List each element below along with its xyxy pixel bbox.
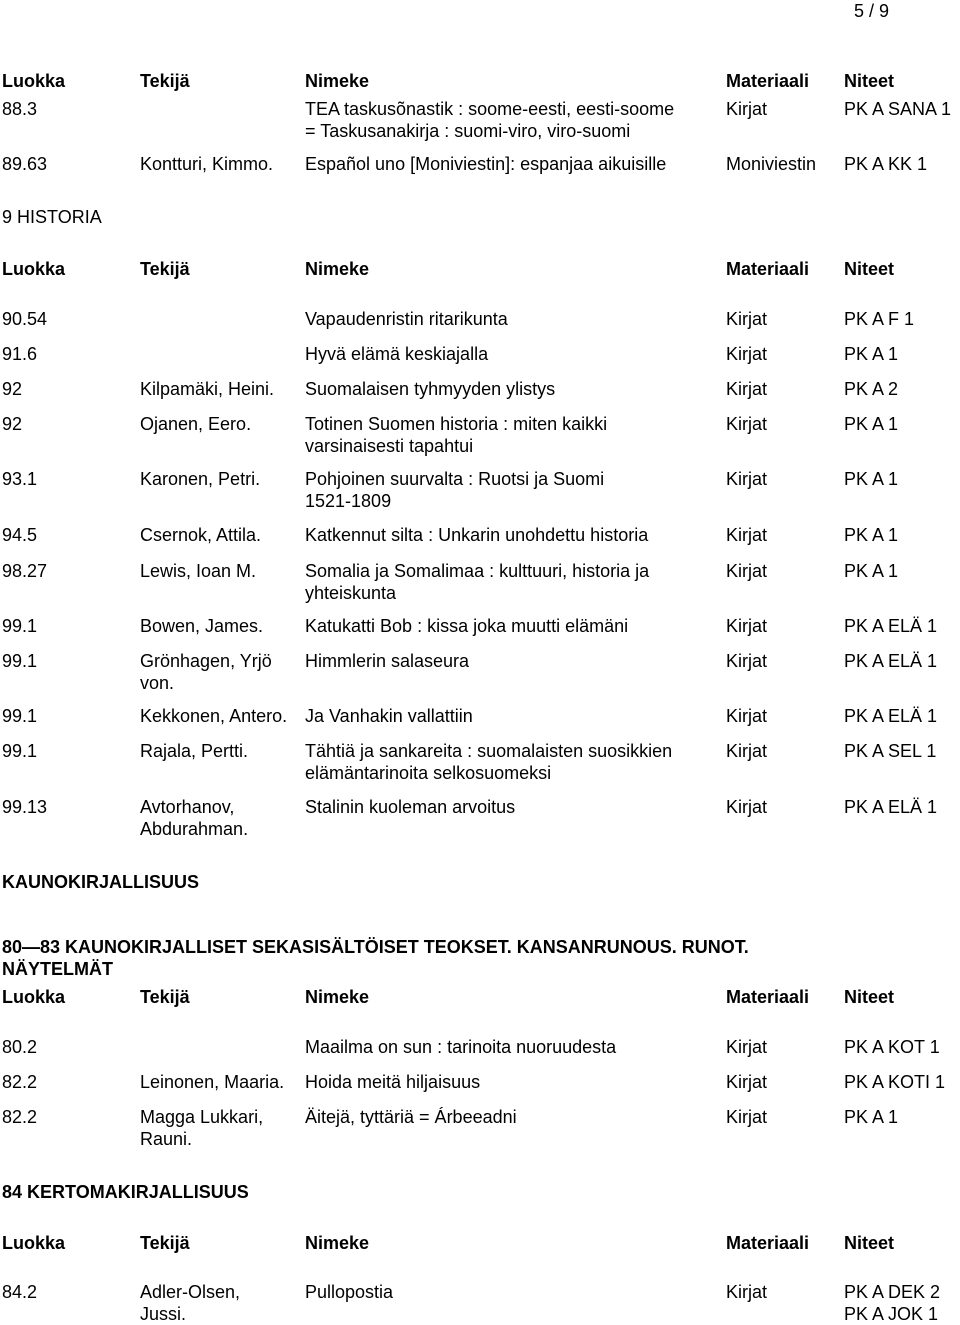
text-line: Rauni.	[140, 1129, 193, 1149]
section-title: 84 KERTOMAKIRJALLISUUS	[2, 1182, 249, 1202]
nimeke-cell	[305, 378, 720, 400]
text-line: Leinonen, Maaria.	[140, 1072, 285, 1092]
niteet-cell	[844, 98, 960, 120]
materiaali-cell: Kirjat	[726, 616, 768, 636]
tekija-cell	[140, 560, 298, 582]
text-line: yhteiskunta	[305, 583, 397, 603]
luokka-cell: 90.54	[2, 309, 48, 329]
text-line: Vapaudenristin ritarikunta	[305, 309, 508, 329]
text-line: PK A KOTI 1	[844, 1072, 946, 1092]
text-line: Pullopostia	[305, 1282, 394, 1302]
text-line: Bowen, James.	[140, 616, 264, 636]
text-line: Äitejä, tyttäriä = Árbeeadni	[305, 1107, 517, 1127]
niteet-cell	[844, 413, 960, 435]
niteet-cell	[844, 615, 960, 637]
text-line: PK A 1	[844, 525, 899, 545]
tekija-cell	[140, 468, 298, 490]
text-line: PK A SEL 1	[844, 741, 937, 761]
header-tekija: Tekijä	[140, 987, 190, 1007]
niteet-cell	[844, 468, 960, 490]
luokka-cell: 99.1	[2, 706, 38, 726]
text-line: Ja Vanhakin vallattiin	[305, 706, 473, 726]
tekija-cell	[140, 153, 298, 175]
tekija-cell	[140, 524, 298, 546]
nimeke-cell	[305, 705, 720, 727]
niteet-cell	[844, 378, 960, 400]
materiaali-cell: Kirjat	[726, 1037, 768, 1057]
luokka-cell: 92	[2, 414, 23, 434]
luokka-cell: 92	[2, 379, 23, 399]
text-line: Katukatti Bob : kissa joka muutti elämäni	[305, 616, 629, 636]
section-title: 9 HISTORIA	[2, 207, 102, 227]
nimeke-cell	[305, 308, 720, 330]
tekija-cell	[140, 615, 298, 637]
materiaali-cell: Kirjat	[726, 651, 768, 671]
header-nimeke: Nimeke	[305, 1233, 370, 1253]
niteet-cell	[844, 1036, 960, 1058]
header-luokka: Luokka	[2, 987, 66, 1007]
tekija-cell	[140, 378, 298, 400]
page-number: 5 / 9	[854, 1, 890, 21]
header-nimeke: Nimeke	[305, 71, 370, 91]
text-line: PK A 1	[844, 344, 899, 364]
text-line: Lewis, Ioan M.	[140, 561, 257, 581]
header-materiaali: Materiaali	[726, 259, 810, 279]
text-line: Himmlerin salaseura	[305, 651, 470, 671]
niteet-cell	[844, 796, 960, 818]
text-line: Grönhagen, Yrjö	[140, 651, 272, 671]
niteet-cell	[844, 1281, 960, 1325]
materiaali-cell: Kirjat	[726, 309, 768, 329]
header-niteet: Niteet	[844, 1233, 895, 1253]
header-nimeke: Nimeke	[305, 987, 370, 1007]
luokka-cell: 91.6	[2, 344, 38, 364]
text-line: Suomalaisen tyhmyyden ylistys	[305, 379, 556, 399]
tekija-cell	[140, 1071, 298, 1093]
text-line: Somalia ja Somalimaa : kulttuuri, historia ja	[305, 561, 650, 581]
nimeke-cell	[305, 1106, 720, 1128]
materiaali-cell: Kirjat	[726, 741, 768, 761]
nimeke-cell	[305, 1071, 720, 1093]
text-line: PK A 1	[844, 414, 899, 434]
niteet-cell	[844, 560, 960, 582]
text-line: PK A 1	[844, 1107, 899, 1127]
text-line: Totinen Suomen historia : miten kaikki	[305, 414, 608, 434]
luokka-cell: 99.1	[2, 616, 38, 636]
text-line: PK A ELÄ 1	[844, 706, 938, 726]
materiaali-cell: Kirjat	[726, 561, 768, 581]
header-nimeke: Nimeke	[305, 259, 370, 279]
nimeke-cell	[305, 468, 720, 512]
materiaali-cell: Kirjat	[726, 1107, 768, 1127]
text-line: Katkennut silta : Unkarin unohdettu historia	[305, 525, 649, 545]
header-materiaali: Materiaali	[726, 987, 810, 1007]
text-line: Español uno [Moniviestin]: espanjaa aikuisille	[305, 154, 667, 174]
materiaali-cell: Kirjat	[726, 414, 768, 434]
text-line: Rajala, Pertti.	[140, 741, 249, 761]
luokka-cell: 94.5	[2, 525, 38, 545]
section-subtitle	[2, 936, 749, 980]
luokka-cell: 99.1	[2, 741, 38, 761]
header-tekija: Tekijä	[140, 1233, 190, 1253]
niteet-cell	[844, 1071, 960, 1093]
text-line: PK A F 1	[844, 309, 915, 329]
niteet-cell	[844, 650, 960, 672]
header-luokka: Luokka	[2, 259, 66, 279]
text-line: Stalinin kuoleman arvoitus	[305, 797, 516, 817]
text-line: Maailma on sun : tarinoita nuoruudesta	[305, 1037, 617, 1057]
materiaali-cell: Kirjat	[726, 525, 768, 545]
text-line: PK A ELÄ 1	[844, 616, 938, 636]
nimeke-cell	[305, 650, 720, 672]
text-line: Karonen, Petri.	[140, 469, 261, 489]
text-line: PK A SANA 1	[844, 99, 952, 119]
text-line: Avtorhanov,	[140, 797, 235, 817]
materiaali-cell: Kirjat	[726, 344, 768, 364]
nimeke-cell	[305, 413, 720, 457]
nimeke-cell	[305, 343, 720, 365]
subtitle-line: 80—83 KAUNOKIRJALLISET SEKASISÄLTÖISET TEOKSET. KANSANRUNOUS. RUNOT.	[2, 937, 749, 957]
luokka-cell: 82.2	[2, 1107, 38, 1127]
text-line: = Taskusanakirja : suomi-viro, viro-suomi	[305, 121, 631, 141]
nimeke-cell	[305, 796, 720, 818]
luokka-cell: 99.1	[2, 651, 38, 671]
text-line: Csernok, Attila.	[140, 525, 262, 545]
header-materiaali: Materiaali	[726, 1233, 810, 1253]
nimeke-cell	[305, 524, 720, 546]
tekija-cell	[140, 740, 298, 762]
text-line: PK A DEK 2	[844, 1282, 941, 1302]
text-line: Pohjoinen suurvalta : Ruotsi ja Suomi	[305, 469, 605, 489]
luokka-cell: 88.3	[2, 99, 38, 119]
text-line: Kekkonen, Antero.	[140, 706, 288, 726]
text-line: Tähtiä ja sankareita : suomalaisten suosikkien	[305, 741, 673, 761]
materiaali-cell: Kirjat	[726, 469, 768, 489]
materiaali-cell: Kirjat	[726, 706, 768, 726]
niteet-cell	[844, 740, 960, 762]
text-line: PK A 2	[844, 379, 899, 399]
text-line: Jussi.	[140, 1304, 187, 1324]
luokka-cell: 99.13	[2, 797, 48, 817]
header-luokka: Luokka	[2, 71, 66, 91]
header-luokka: Luokka	[2, 1233, 66, 1253]
niteet-cell	[844, 524, 960, 546]
text-line: TEA taskusõnastik : soome-eesti, eesti-soome	[305, 99, 675, 119]
text-line: Hoida meitä hiljaisuus	[305, 1072, 481, 1092]
text-line: PK A KOT 1	[844, 1037, 940, 1057]
header-tekija: Tekijä	[140, 71, 190, 91]
luokka-cell: 93.1	[2, 469, 38, 489]
text-line: PK A ELÄ 1	[844, 797, 938, 817]
subtitle-line: NÄYTELMÄT	[2, 959, 113, 979]
text-line: PK A 1	[844, 469, 899, 489]
tekija-cell	[140, 1106, 298, 1150]
niteet-cell	[844, 705, 960, 727]
materiaali-cell: Kirjat	[726, 797, 768, 817]
luokka-cell: 89.63	[2, 154, 48, 174]
nimeke-cell	[305, 615, 720, 637]
text-line: PK A 1	[844, 561, 899, 581]
text-line: von.	[140, 673, 175, 693]
materiaali-cell: Kirjat	[726, 1282, 768, 1302]
text-line: Kilpamäki, Heini.	[140, 379, 275, 399]
tekija-cell	[140, 413, 298, 435]
text-line: Ojanen, Eero.	[140, 414, 252, 434]
tekija-cell	[140, 796, 298, 840]
nimeke-cell	[305, 98, 720, 142]
luokka-cell: 80.2	[2, 1037, 38, 1057]
tekija-cell	[140, 650, 298, 694]
niteet-cell	[844, 343, 960, 365]
niteet-cell	[844, 153, 960, 175]
header-niteet: Niteet	[844, 71, 895, 91]
text-line: 1521-1809	[305, 491, 392, 511]
header-niteet: Niteet	[844, 987, 895, 1007]
nimeke-cell	[305, 1281, 720, 1303]
text-line: Hyvä elämä keskiajalla	[305, 344, 489, 364]
niteet-cell	[844, 1106, 960, 1128]
text-line: PK A JOK 1	[844, 1304, 939, 1324]
luokka-cell: 84.2	[2, 1282, 38, 1302]
luokka-cell: 82.2	[2, 1072, 38, 1092]
text-line: Magga Lukkari,	[140, 1107, 264, 1127]
text-line: varsinaisesti tapahtui	[305, 436, 474, 456]
nimeke-cell	[305, 1036, 720, 1058]
tekija-cell	[140, 1281, 298, 1325]
materiaali-cell: Kirjat	[726, 99, 768, 119]
materiaali-cell: Kirjat	[726, 379, 768, 399]
nimeke-cell	[305, 740, 720, 784]
text-line: elämäntarinoita selkosuomeksi	[305, 763, 552, 783]
nimeke-cell	[305, 153, 720, 175]
nimeke-cell	[305, 560, 720, 604]
niteet-cell	[844, 308, 960, 330]
text-line: Abdurahman.	[140, 819, 249, 839]
section-title: KAUNOKIRJALLISUUS	[2, 872, 200, 892]
header-niteet: Niteet	[844, 259, 895, 279]
text-line: Kontturi, Kimmo.	[140, 154, 274, 174]
materiaali-cell: Kirjat	[726, 1072, 768, 1092]
tekija-cell	[140, 705, 298, 727]
header-tekija: Tekijä	[140, 259, 190, 279]
text-line: Adler-Olsen,	[140, 1282, 241, 1302]
header-materiaali: Materiaali	[726, 71, 810, 91]
text-line: PK A ELÄ 1	[844, 651, 938, 671]
luokka-cell: 98.27	[2, 561, 48, 581]
text-line: PK A KK 1	[844, 154, 928, 174]
materiaali-cell: Moniviestin	[726, 154, 817, 174]
